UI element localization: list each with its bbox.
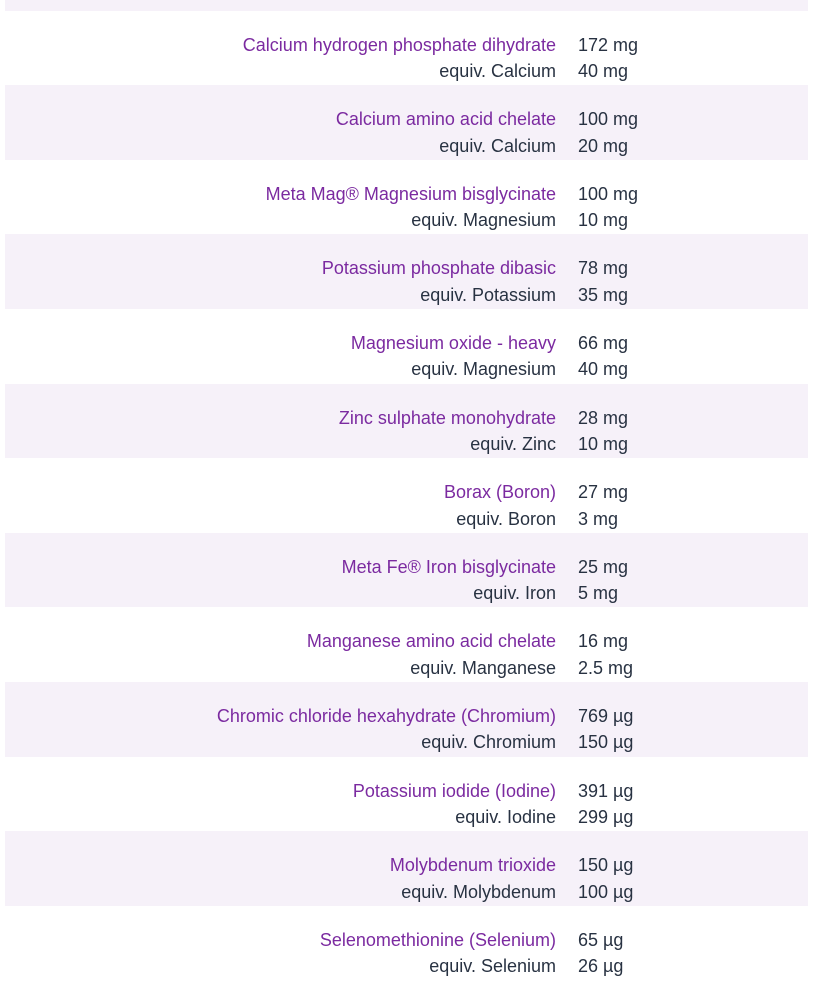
ingredient-cell [266,181,556,234]
table-row [5,234,808,309]
table-row [5,85,808,160]
amount-cell [578,181,638,234]
equiv-amount: 35 mg [578,284,629,305]
ingredient-cell [444,479,556,532]
ingredient-name: Selenomethionine (Selenium) [319,929,556,950]
equiv-amount: 3 mg [578,508,619,529]
table-row [5,309,808,384]
ingredients-table [5,0,808,980]
equiv-label: equiv. Selenium [429,956,556,977]
ingredient-cell [243,32,556,85]
equiv-amount: 40 mg [578,359,629,380]
table-row [5,682,808,757]
ingredient-amount: 27 mg [578,482,629,503]
equiv-label: equiv. Iron [473,583,556,604]
ingredient-amount: 28 mg [578,407,629,428]
equiv-label: equiv. Potassium [420,284,556,305]
table-row [5,757,808,832]
ingredient-name: Potassium iodide (Iodine) [352,780,556,801]
amount-cell [578,255,628,308]
ingredient-cell [351,330,556,383]
table-row [5,458,808,533]
ingredient-amount: 150 µg [578,855,634,876]
equiv-label: equiv. Manganese [410,657,556,678]
equiv-amount: 10 mg [578,434,629,455]
ingredient-name: Magnesium oxide - heavy [350,332,556,353]
ingredient-cell [390,852,556,905]
ingredient-name: Zinc sulphate monohydrate [338,407,556,428]
amount-cell [578,778,633,831]
amount-cell [578,703,633,756]
ingredient-cell [307,628,556,681]
equiv-label: equiv. Calcium [439,61,556,82]
equiv-amount: 5 mg [578,583,619,604]
amount-cell [578,330,628,383]
amount-cell [578,554,628,607]
table-row [5,533,808,608]
equiv-amount: 150 µg [578,732,634,753]
equiv-amount: 2.5 mg [578,657,634,678]
equiv-amount: 100 µg [578,881,634,902]
ingredient-amount: 391 µg [578,780,634,801]
equiv-amount: 40 mg [578,61,629,82]
amount-cell [578,927,623,980]
ingredient-name: Calcium amino acid chelate [335,109,556,130]
ingredient-amount: 66 mg [578,332,629,353]
equiv-label: equiv. Zinc [470,434,556,455]
amount-cell [578,479,628,532]
ingredient-amount: 16 mg [578,631,629,652]
ingredient-name: Calcium hydrogen phosphate dihydrate [242,34,556,55]
equiv-amount: 10 mg [578,210,629,231]
ingredient-cell [336,106,556,159]
ingredient-name: Potassium phosphate dibasic [321,258,556,279]
ingredient-amount: 100 mg [578,109,639,130]
ingredient-name: Meta Mag® Magnesium bisglycinate [265,183,556,204]
ingredient-cell [322,255,556,308]
ingredient-amount: 65 µg [578,929,624,950]
equiv-label: equiv. Molybdenum [401,881,556,902]
ingredient-name: Molybdenum trioxide [389,855,556,876]
ingredient-name: Borax (Boron) [443,482,556,503]
equiv-amount: 20 mg [578,135,629,156]
equiv-label: equiv. Boron [456,508,556,529]
ingredient-name: Chromic chloride hexahydrate (Chromium) [216,705,556,726]
equiv-label: equiv. Magnesium [411,359,556,380]
amount-cell [578,628,633,681]
amount-cell [578,32,638,85]
ingredient-amount: 100 mg [578,183,639,204]
ingredient-amount: 769 µg [578,705,634,726]
ingredient-cell [342,554,556,607]
equiv-label: equiv. Magnesium [411,210,556,231]
table-row [5,607,808,682]
ingredient-cell [217,703,556,756]
table-row [5,906,808,981]
ingredient-name: Meta Fe® Iron bisglycinate [341,556,556,577]
equiv-label: equiv. Calcium [439,135,556,156]
table-row [5,11,808,86]
equiv-amount: 299 µg [578,807,634,828]
amount-cell [578,405,628,458]
table-row [5,831,808,906]
ingredient-cell [339,405,556,458]
ingredient-name: Manganese amino acid chelate [306,631,556,652]
amount-cell [578,106,638,159]
amount-cell [578,852,633,905]
ingredient-amount: 78 mg [578,258,629,279]
ingredient-cell [320,927,556,980]
table-row [5,160,808,235]
ingredient-cell [353,778,556,831]
ingredient-amount: 172 mg [578,34,639,55]
table-row [5,384,808,459]
equiv-amount: 26 µg [578,956,624,977]
table-row [5,0,808,11]
equiv-label: equiv. Iodine [455,807,556,828]
equiv-label: equiv. Chromium [421,732,556,753]
ingredient-amount: 25 mg [578,556,629,577]
